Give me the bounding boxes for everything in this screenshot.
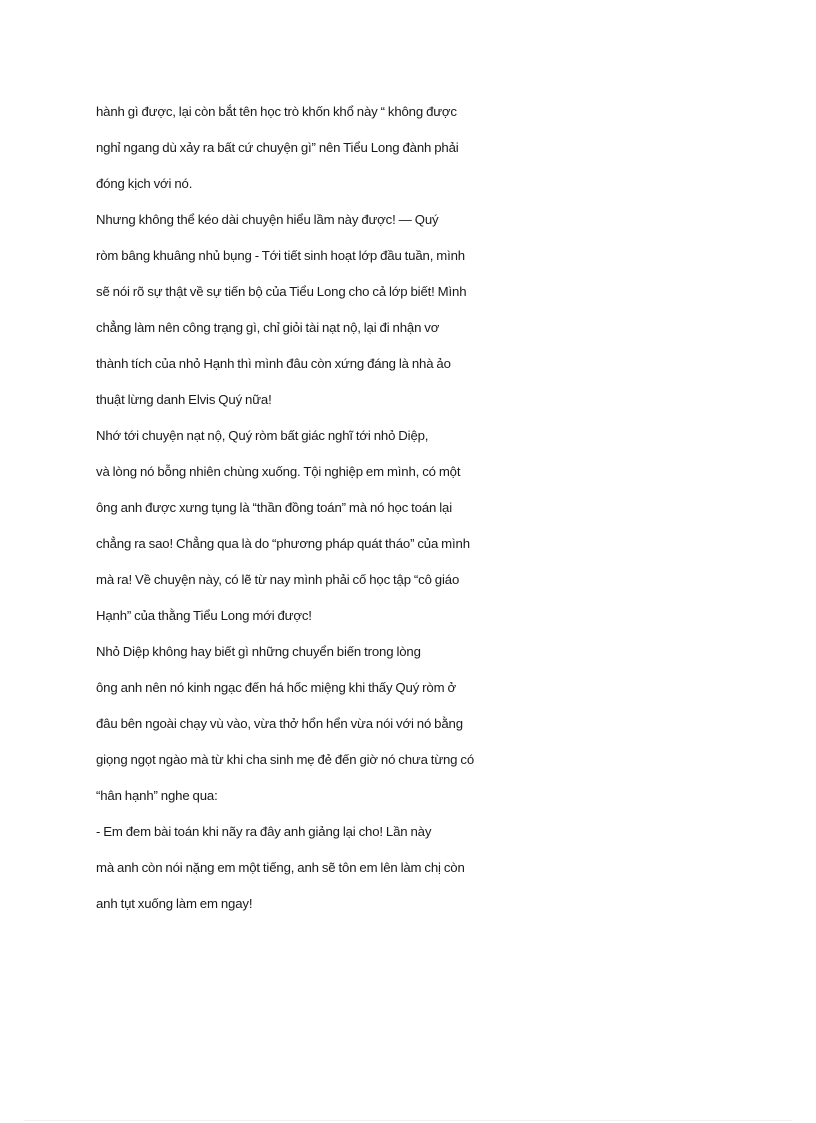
text-line: đâu bên ngoài chạy vù vào, vừa thở hổn hển vừa nói với nó bằng	[96, 716, 463, 731]
text-line: nghỉ ngang dù xảy ra bất cứ chuyện gì” nên Tiểu Long đành phải	[96, 140, 459, 155]
text-line: mà ra! Về chuyện này, có lẽ từ nay mình phải cố học tập “cô giáo	[96, 572, 460, 587]
text-line: ròm bâng khuâng nhủ bụng - Tới tiết sinh hoạt lớp đầu tuần, mình	[96, 248, 465, 263]
text-line: “hân hạnh” nghe qua:	[96, 788, 218, 803]
text-line: và lòng nó bỗng nhiên chùng xuống. Tội nghiệp em mình, có một	[96, 464, 461, 479]
text-line: - Em đem bài toán khi nãy ra đây anh giảng lại cho! Lần này	[96, 824, 432, 839]
text-line: đóng kịch với nó.	[96, 176, 193, 191]
text-line: thành tích của nhỏ Hạnh thì mình đâu còn xứng đáng là nhà ảo	[96, 356, 451, 371]
text-line: giọng ngọt ngào mà từ khi cha sinh mẹ đẻ đến giờ nó chưa từng có	[96, 752, 475, 767]
text-line: mà anh còn nói nặng em một tiếng, anh sẽ tôn em lên làm chị còn	[96, 860, 465, 875]
text-line: chẳng ra sao! Chẳng qua là do “phương pháp quát tháo” của mình	[96, 536, 470, 551]
text-line: Nhỏ Diệp không hay biết gì những chuyển biến trong lòng	[96, 644, 421, 659]
text-line: thuật lừng danh Elvis Quý nữa!	[96, 392, 272, 407]
text-line: ông anh nên nó kinh ngạc đến há hốc miệng khi thấy Quý ròm ở	[96, 680, 456, 695]
page-bottom-edge	[24, 1120, 792, 1121]
text-line: Nhớ tới chuyện nạt nộ, Quý ròm bất giác nghĩ tới nhỏ Diệp,	[96, 428, 429, 443]
text-line: Nhưng không thể kéo dài chuyện hiểu lầm này được! — Quý	[96, 212, 439, 227]
text-line: anh tụt xuống làm em ngay!	[96, 896, 253, 911]
text-line: hành gì được, lại còn bắt tên học trò khốn khổ này “ không được	[96, 104, 457, 119]
text-line: ông anh được xưng tụng là “thần đồng toán” mà nó học toán lại	[96, 500, 452, 515]
text-line: sẽ nói rõ sự thật về sự tiến bộ của Tiểu Long cho cả lớp biết! Mình	[96, 284, 467, 299]
text-line: Hạnh” của thằng Tiểu Long mới được!	[96, 608, 312, 623]
story-text	[96, 98, 536, 926]
text-line: chẳng làm nên công trạng gì, chỉ giỏi tài nạt nộ, lại đi nhận vơ	[96, 320, 440, 335]
